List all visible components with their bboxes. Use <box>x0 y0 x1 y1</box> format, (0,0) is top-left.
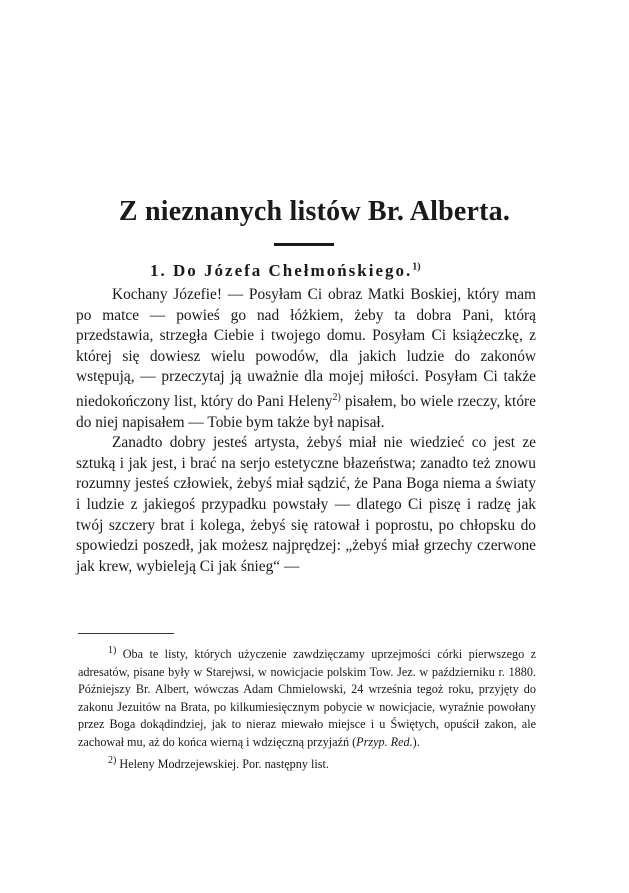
footnote-divider <box>78 633 174 634</box>
body-paragraph-1 <box>76 285 536 433</box>
footnote-1-mark: 1) <box>108 645 117 656</box>
letter-body <box>76 285 536 577</box>
footnote-ref-1: 1) <box>412 261 421 273</box>
body-paragraph-1-part-a: Kochany Józefie! — Posyłam Ci obraz Matki Boskiej, który mam po matce — powieś go nad łóżkiem, żeby ta dobra Pani, którą przedstawia, strzegła Ciebie i twojego domu. Posyłam Ci książeczkę, z której się dowiesz wielu powodów, dla jakich ludzie do zakonów wstępują, — przeczytaj ją uważnie dla mojej miłości. Posyłam Ci także niedokończony list, który do Pani Heleny <box>76 286 536 411</box>
title-divider <box>274 243 334 246</box>
footnote-1 <box>78 642 536 752</box>
article-title: Z nieznanych listów Br. Alberta. <box>118 196 511 227</box>
footnotes <box>78 642 536 773</box>
footnote-2-mark: 2) <box>108 754 117 766</box>
footnote-2-text: Heleny Modrzejewskiej. Por. następny list. <box>116 756 329 771</box>
letter-heading <box>150 261 421 281</box>
body-paragraph-1-part-b: pisałem, bo wiele rzeczy, które do niej napisałem — Tobie bym także był napisał. <box>76 393 536 431</box>
footnote-1-text: Oba te listy, których użyczenie zawdzięczamy uprzejmości córki pierwszego z adresatów, pisane były w Starejwsi, w nowicjacie polskim Tow. Jez. w październiku r. 1880. Późniejszy Br. Albert, wówczas Adam Chmielowski, 24 września tegoż roku, przyjęty do zakonu Jezuitów na Brata, po kilkumiesięcznym pobycie w nowicjacie, wyraźnie powołany przez Boga dokądindziej, jak to nieraz miewało miejsce i u Świętych, opuścił zakon, ale zachował mu, aż do końca wierną i wdzięczną przyjaźń ( <box>78 647 536 750</box>
footnote-2 <box>78 752 536 774</box>
footnote-1-end: ). <box>412 735 420 750</box>
footnote-ref-2: 2) <box>332 391 341 403</box>
footnote-1-editor-note: Przyp. Red. <box>356 735 413 750</box>
letter-heading-text: 1. Do Józefa Chełmońskiego. <box>150 261 413 280</box>
body-paragraph-2: Zanadto dobry jesteś artysta, żebyś miał nie wiedzieć co jest ze sztuką i jak jest, i brać na serjo estetyczne błazeństwa; zanadto też znowu rozumny jesteś człowiek, żebyś miał sądzić, że Pana Boga niema a światy i ludzie z jakiegoś przypadku powstały — dlatego Ci piszę i radzę jak twój szczery brat i kolega, żebyś się ratował i poprostu, po chłopsku do spowiedzi poszedł, jak możesz najprędzej: „żebyś miał grzechy czerwone jak krew, wybieleją Ci jak śnieg“ — <box>76 434 536 575</box>
